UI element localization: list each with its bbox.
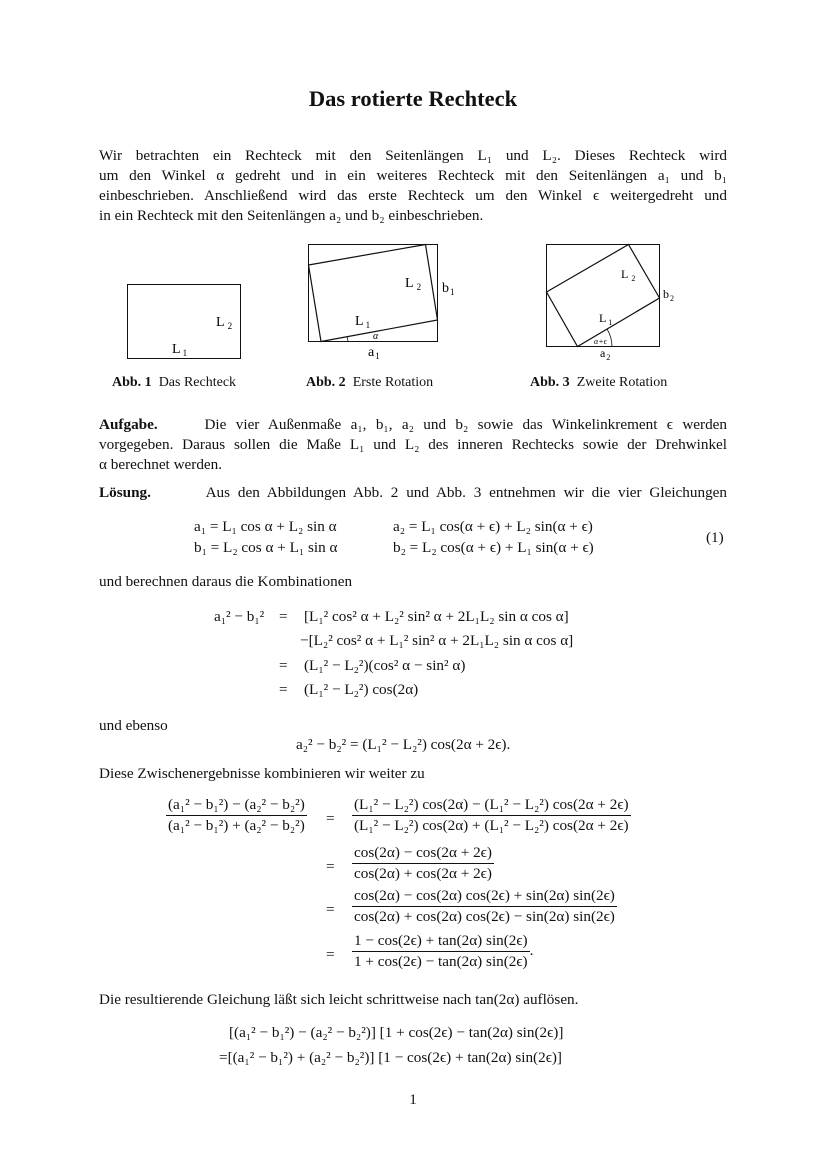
equation-row: [(a₁² − b₁²) − (a₂² − b₂²)] [1 + cos(2ϵ) − tan(2α) sin(2ϵ)] <box>229 1024 564 1041</box>
text-resultierend <box>99 990 727 1010</box>
aufgabe-line: vorgegeben. Daraus sollen die Maße L₁ und L₂ des inneren Rechtecks sowie der Drehwinkel <box>99 436 727 453</box>
angle-arc <box>347 337 348 342</box>
equation-a2-b2: a₂² − b₂² = (L₁² − L₂²) cos(2α + 2ϵ). <box>296 736 511 753</box>
fraction-row-4 <box>352 932 533 971</box>
intro-paragraph <box>99 146 727 226</box>
fraction-numerator: cos(2α) − cos(2α + 2ϵ) <box>352 844 494 864</box>
text-line: und berechnen daraus die Kombinationen <box>99 573 353 590</box>
text-kombinieren <box>99 764 727 784</box>
fraction-row-3 <box>352 887 617 926</box>
fraction-numerator: (L₁² − L₂²) cos(2α) − (L₁² − L₂²) cos(2α + 2ϵ) <box>352 796 631 816</box>
aufgabe-heading: Aufgabe. <box>99 416 158 433</box>
figure-2-caption: Abb. 2 Erste Rotation <box>306 375 434 390</box>
figure-3-b-label: $b_2$ <box>663 287 674 303</box>
page-title: Das rotierte Rechteck <box>308 86 518 111</box>
equals-sign: = <box>326 858 335 875</box>
fraction-row-2 <box>352 844 494 883</box>
figure-1-l1-label: L $_1$ <box>172 342 188 358</box>
fraction-denominator: cos(2α) + cos(2α) cos(2ϵ) − sin(2α) sin(2ϵ) <box>354 908 615 925</box>
fraction-row-1 <box>352 796 631 835</box>
text-line: Die resultierende Gleichung läßt sich leicht schrittweise nach tan(2α) auflösen. <box>99 991 579 1008</box>
equals-sign: = <box>279 657 288 674</box>
rotated-rectangle-shape <box>309 245 438 342</box>
intro-line: einbeschrieben. Anschließend wird das erste Rechteck um den Winkel ϵ weitergedreht und <box>99 187 727 204</box>
figure-2-l2-label: L $_2$ <box>405 276 422 292</box>
figure-1-caption: Abb. 1 Das Rechteck <box>112 375 237 390</box>
figure-1-l2-label: L $_2$ <box>216 315 233 331</box>
intro-line: Wir betrachten ein Rechteck mit den Seitenlängen L₁ und L₂. Dieses Rechteck wird <box>99 147 727 164</box>
equation-row: (L₁² − L₂²) cos(2α) <box>304 681 419 698</box>
equals-sign: = <box>279 681 288 698</box>
fraction-denominator: (a₁² − b₁²) + (a₂² − b₂²) <box>168 817 305 834</box>
text-ebenso <box>99 716 727 736</box>
text-line: und ebenso <box>99 717 168 734</box>
equals-sign: = <box>326 810 335 827</box>
equation-number: (1) <box>706 529 724 546</box>
figure-3-caption: Abb. 3 Zweite Rotation <box>530 375 668 390</box>
equals-sign: = <box>326 901 335 918</box>
equation-lhs: a₁² − b₁² <box>214 608 265 625</box>
figure-1-diagram <box>120 280 250 365</box>
equals-sign: = <box>279 608 288 625</box>
figure-3-angle-label: α+ϵ <box>594 337 607 346</box>
angle-arc <box>607 329 612 347</box>
outer-rectangle-shape <box>309 245 438 342</box>
aufgabe-paragraph <box>99 415 727 475</box>
equation-row: =[(a₁² − b₁²) + (a₂² − b₂²)] [1 − cos(2ϵ) + tan(2α) sin(2ϵ)] <box>219 1049 562 1066</box>
fraction-numerator: 1 − cos(2ϵ) + tan(2α) sin(2ϵ) <box>352 932 530 952</box>
figure-2-b-label: $b_1$ <box>442 281 455 297</box>
figure-3-diagram <box>540 238 690 363</box>
text-line: Diese Zwischenergebnisse kombinieren wir weiter zu <box>99 765 425 782</box>
loesung-line: Lösung. Aus den Abbildungen Abb. 2 und Abb. 3 entnehmen wir die vier Gleichungen <box>99 484 728 501</box>
loesung-paragraph <box>99 483 727 503</box>
intro-line: in ein Rechteck mit den Seitenlängen a₂ und b₂ einbeschrieben. <box>99 207 484 224</box>
aufgabe-line: α berechnet werden. <box>99 456 223 473</box>
equation-row: (L₁² − L₂²)(cos² α − sin² α) <box>304 657 466 674</box>
period: . <box>529 941 534 959</box>
figure-2-a-label: $a_1$ <box>368 345 380 361</box>
figure-2-diagram <box>300 238 470 363</box>
text-kombinationen <box>99 572 727 592</box>
figure-3-l1-label: L $_1$ <box>599 311 613 327</box>
equation-a2: a₂ = L₁ cos(α + ϵ) + L₂ sin(α + ϵ) <box>393 518 593 535</box>
page-number: 1 <box>409 1091 417 1108</box>
equation-row: −[L₂² cos² α + L₁² sin² α + 2L₁L₂ sin α cos α] <box>300 632 574 649</box>
fraction-numerator: (a₁² − b₁²) − (a₂² − b₂²) <box>166 796 307 816</box>
equation-b2: b₂ = L₂ cos(α + ϵ) + L₁ sin(α + ϵ) <box>393 539 594 556</box>
figure-2-angle-label: α <box>373 331 379 342</box>
fraction-lhs <box>166 796 307 835</box>
fraction-denominator: 1 + cos(2ϵ) − tan(2α) sin(2ϵ) <box>354 953 528 970</box>
figure-2-l1-label: L $_1$ <box>355 314 371 330</box>
equation-a1: a₁ = L₁ cos α + L₂ sin α <box>194 518 337 535</box>
equation-row: [L₁² cos² α + L₂² sin² α + 2L₁L₂ sin α cos α] <box>304 608 569 625</box>
aufgabe-line: Aufgabe. Die vier Außenmaße a₁, b₁, a₂ und b₂ sowie das Winkelinkrement ϵ werden <box>99 416 728 433</box>
figure-3-l2-label: L $_2$ <box>621 267 636 283</box>
equals-sign: = <box>326 946 335 963</box>
rotated-rectangle-shape <box>547 245 660 347</box>
equation-b1: b₁ = L₂ cos α + L₁ sin α <box>194 539 338 556</box>
loesung-heading: Lösung. <box>99 484 151 501</box>
fraction-denominator: cos(2α) + cos(2α + 2ϵ) <box>354 865 492 882</box>
fraction-denominator: (L₁² − L₂²) cos(2α) + (L₁² − L₂²) cos(2α + 2ϵ) <box>354 817 629 834</box>
intro-line: um den Winkel α gedreht und in ein weiteres Rechteck mit den Seitenlängen a₁ und b₁ <box>99 167 727 184</box>
figure-3-a-label: $a_2$ <box>600 346 611 362</box>
fraction-numerator: cos(2α) − cos(2α) cos(2ϵ) + sin(2α) sin(2ϵ) <box>352 887 617 907</box>
